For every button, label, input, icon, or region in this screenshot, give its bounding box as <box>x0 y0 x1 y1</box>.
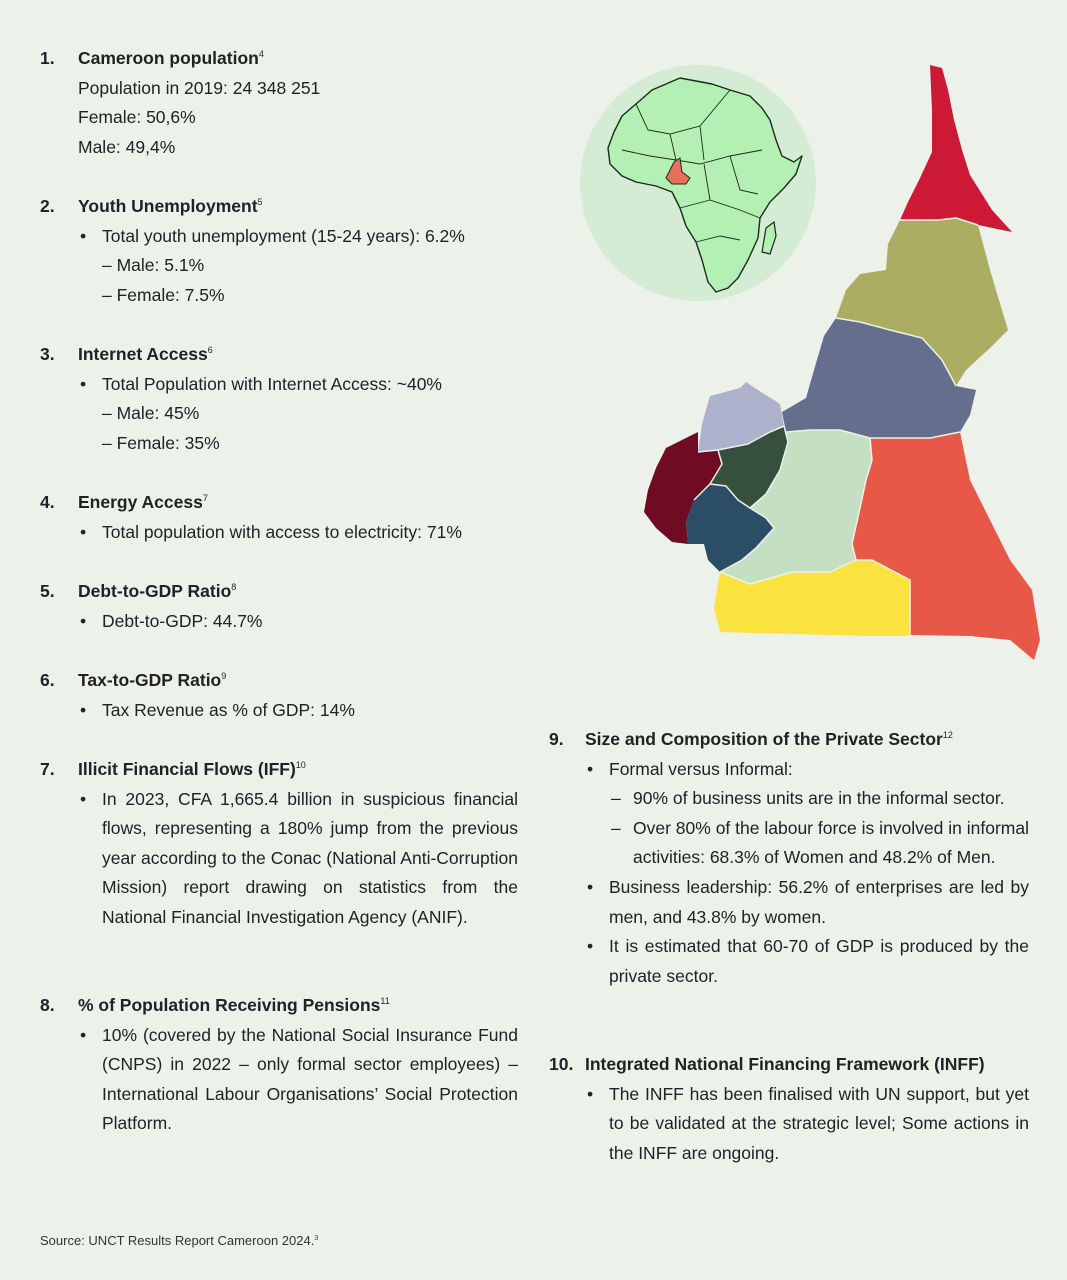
source-note <box>40 1233 318 1248</box>
item-title: Size and Composition of the Private Sector <box>585 729 943 749</box>
bullet-item: • 10% (covered by the National Social Insurance Fund (CNPS) in 2022 – only formal sector employees) – International Labour Organisations’ Social Protection Platform. <box>78 1021 518 1139</box>
population-line: Population in 2019: 24 348 251 <box>78 77 321 98</box>
source-text: Source: UNCT Results Report Cameroon 2024. <box>40 1233 315 1248</box>
item-number: 6. <box>40 670 55 690</box>
footnote-ref: 10 <box>295 760 306 770</box>
sub-item-male: – Male: 5.1% <box>102 255 205 276</box>
footnote-ref: 3 <box>314 1235 319 1242</box>
item-title: Tax-to-GDP Ratio <box>78 670 222 690</box>
region-far-north <box>900 65 1012 232</box>
item-illicit-financial-flows <box>40 755 518 933</box>
item-title: Internet Access <box>78 344 208 364</box>
footnote-ref: 5 <box>257 197 263 207</box>
item-tax-to-gdp <box>40 666 518 725</box>
item-inff <box>549 1050 1029 1168</box>
item-title: Energy Access <box>78 492 203 512</box>
cameroon-regions-map <box>570 60 1050 670</box>
footnote-ref: 11 <box>380 996 390 1006</box>
bullet-item: • Debt-to-GDP: 44.7% <box>78 607 518 637</box>
item-title: Cameroon population <box>78 48 259 68</box>
dash-item: – 90% of business units are in the informal sector. <box>609 784 1029 814</box>
bullet-item: • Total Population with Internet Access: ~40% <box>78 370 518 400</box>
item-number: 8. <box>40 995 55 1015</box>
item-private-sector <box>549 725 1029 991</box>
bullet-item: • Total population with access to electricity: 71% <box>78 518 518 548</box>
item-pensions <box>40 991 518 1139</box>
bullet-item <box>585 755 1029 873</box>
item-number: 3. <box>40 344 55 364</box>
item-title: Illicit Financial Flows (IFF) <box>78 759 296 779</box>
item-youth-unemployment <box>40 192 518 310</box>
bullet-item: • Business leadership: 56.2% of enterprises are led by men, and 43.8% by women. <box>585 873 1029 932</box>
footnote-ref: 7 <box>202 493 208 503</box>
bullet-item: • Total youth unemployment (15-24 years): 6.2% <box>78 222 518 252</box>
sub-item-female: – Female: 35% <box>102 432 220 453</box>
bullet-item: • Tax Revenue as % of GDP: 14% <box>78 696 518 726</box>
bullet-item: • It is estimated that 60-70 of GDP is produced by the private sector. <box>585 932 1029 991</box>
item-energy-access <box>40 488 518 547</box>
female-line: Female: 50,6% <box>78 107 196 128</box>
sub-item-male: – Male: 45% <box>102 403 200 424</box>
bullet-text: Formal versus Informal: <box>609 758 793 779</box>
item-title: Integrated National Financing Framework (INFF) <box>585 1054 985 1074</box>
dash-item: – Over 80% of the labour force is involved in informal activities: 68.3% of Women and 48.2% of Men. <box>609 814 1029 873</box>
footnote-ref: 9 <box>221 671 227 681</box>
item-internet-access <box>40 340 518 458</box>
item-number: 1. <box>40 48 55 68</box>
male-line: Male: 49,4% <box>78 136 176 157</box>
item-number: 10. <box>549 1054 574 1074</box>
item-cameroon-population <box>40 44 518 162</box>
item-number: 2. <box>40 196 55 216</box>
bullet-item: • The INFF has been finalised with UN support, but yet to be validated at the strategic level; Some actions in the INFF are ongoing. <box>585 1080 1029 1169</box>
footnote-ref: 4 <box>258 49 264 59</box>
footnote-ref: 12 <box>942 730 953 740</box>
footnote-ref: 8 <box>231 582 237 592</box>
item-number: 9. <box>549 729 564 749</box>
item-title: Debt-to-GDP Ratio <box>78 581 232 601</box>
item-debt-to-gdp <box>40 577 518 636</box>
footnote-ref: 6 <box>207 345 213 355</box>
item-title: % of Population Receiving Pensions <box>78 995 381 1015</box>
item-number: 7. <box>40 759 55 779</box>
item-title: Youth Unemployment <box>78 196 258 216</box>
item-number: 5. <box>40 581 55 601</box>
sub-item-female: – Female: 7.5% <box>102 284 225 305</box>
item-number: 4. <box>40 492 55 512</box>
bullet-item: • In 2023, CFA 1,665.4 billion in suspicious financial flows, representing a 180% jump from the previous year according to the Conac (National Anti-Corruption Mission) report drawing on statistics from the National Financial Investigation Agency (ANIF). <box>78 785 518 933</box>
